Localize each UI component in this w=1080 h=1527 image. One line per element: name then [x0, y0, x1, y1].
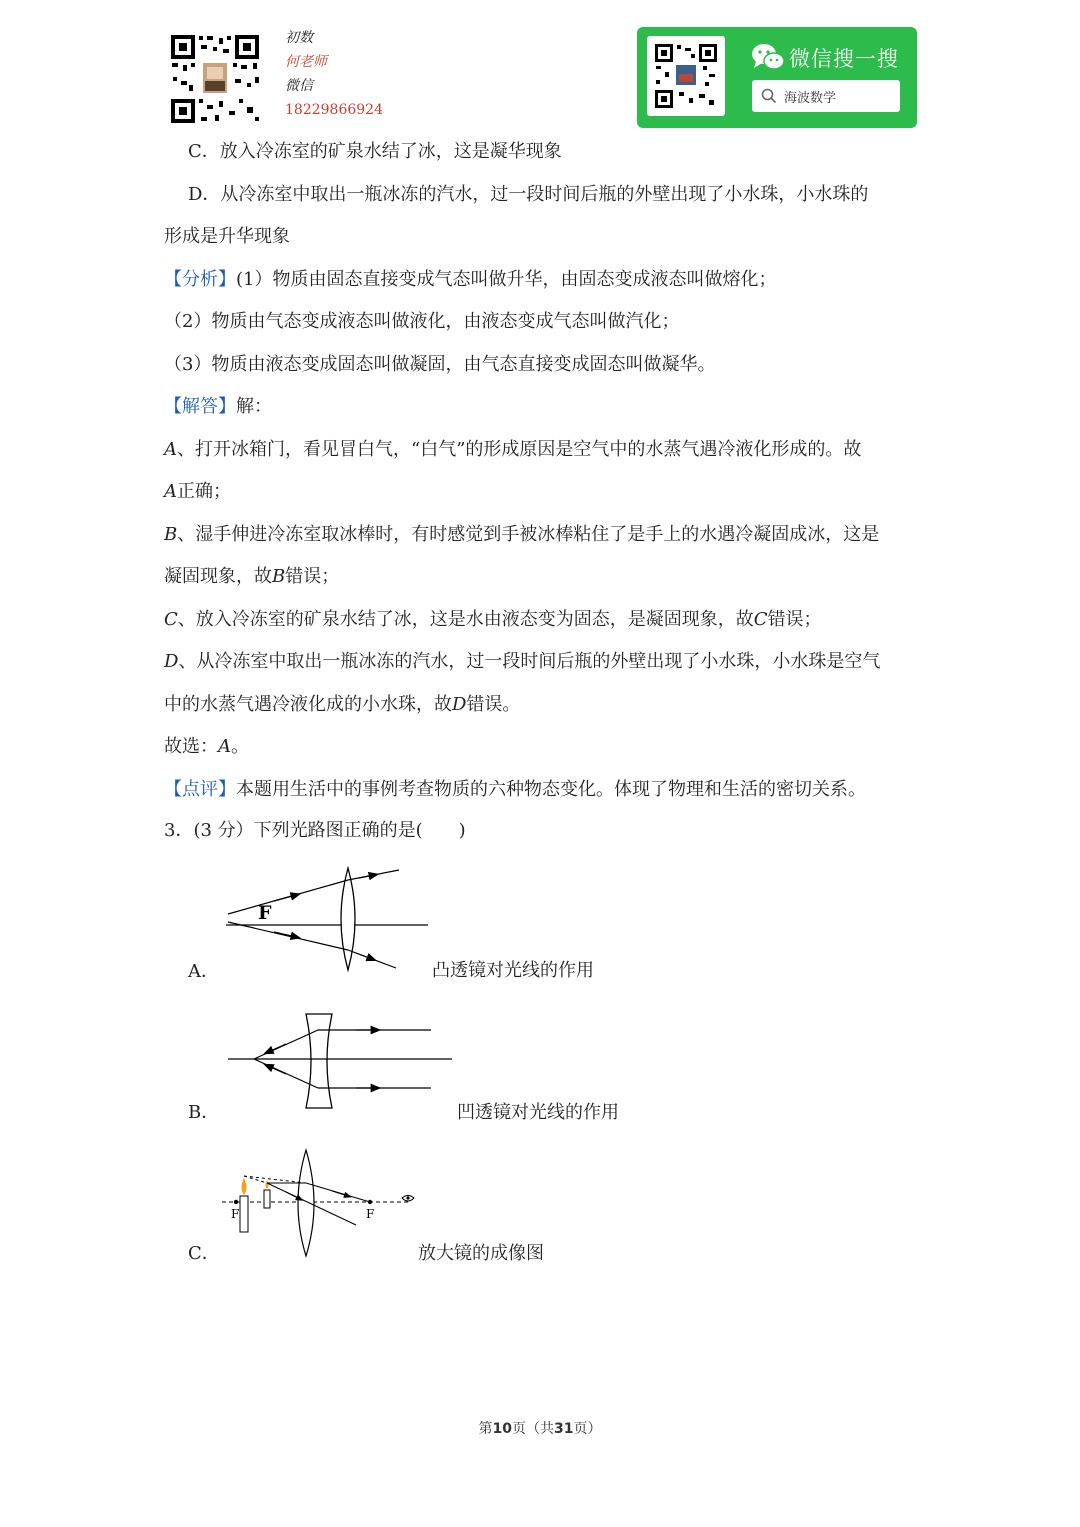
letter-b-2: B — [272, 566, 286, 587]
answer-d-line-2 — [164, 693, 520, 717]
figure-c-magnifier-diagram — [220, 1148, 420, 1264]
page-footer — [0, 1418, 1080, 1438]
qr-code-right — [647, 36, 725, 116]
figure-a-focus-label: F — [258, 902, 272, 924]
comment-text: 本题用生活中的事例考查物质的六种物态变化。体现了物理和生活的密切关系。 — [236, 779, 866, 800]
figure-b-caption: 凹透镜对光线的作用 — [457, 1102, 619, 1123]
answer-a-line-1 — [164, 438, 861, 462]
wechat-search-banner[interactable] — [637, 27, 917, 128]
letter-c: C — [164, 609, 178, 630]
analysis-line-3: （3）物质由液态变成固态叫做凝固，由气态直接变成固态叫做凝华。 — [164, 354, 716, 375]
footer-page-number: 10 — [492, 1421, 512, 1437]
wechat-search-box[interactable] — [752, 80, 900, 112]
letter-d-2: D — [452, 694, 467, 715]
comment-tag: 【点评】 — [164, 779, 236, 800]
analysis-tag: 【分析】 — [164, 269, 236, 290]
answer-b-line-1 — [164, 523, 879, 547]
contact-line-1: 初数 — [285, 30, 313, 46]
final-choice — [164, 735, 249, 759]
letter-c-2: C — [753, 609, 768, 630]
qr-code-left — [169, 33, 261, 129]
figure-a-caption: 凸透镜对光线的作用 — [432, 960, 594, 981]
option-d-line-2: 形成是升华现象 — [164, 226, 290, 247]
option-c: C．放入冷冻室的矿泉水结了冰，这是凝华现象 — [188, 141, 562, 162]
answer-c-text-a: 、放入冷冻室的矿泉水结了冰，这是水由液态变为固态，是凝固现象，故 — [177, 609, 754, 630]
wechat-search-text: 海波数学 — [784, 91, 837, 106]
figure-b-label: B． — [188, 1102, 220, 1123]
figure-a-label: A． — [188, 961, 219, 982]
answer-c-line — [164, 608, 822, 632]
analysis-line-2: （2）物质由气态变成液态叫做液化，由液态变成气态叫做汽化； — [164, 311, 680, 332]
answer-a-line-2 — [164, 480, 231, 504]
search-icon — [761, 88, 777, 108]
answer-a-text-1: 、打开冰箱门，看见冒白气，“白气”的形成原因是空气中的水蒸气遇冷液化形成的。故 — [177, 439, 862, 460]
letter-b: B — [164, 524, 178, 545]
answer-b-text-2b: 错误； — [285, 566, 340, 587]
contact-line-3: 微信 — [285, 78, 313, 94]
wechat-logo-icon — [751, 42, 785, 76]
footer-prefix: 第 — [478, 1421, 493, 1437]
figure-c-focus-left: F — [231, 1207, 240, 1221]
wechat-search-title: 微信搜一搜 — [789, 47, 899, 71]
answer-d-line-1 — [164, 650, 880, 674]
answer-c-text-b: 错误； — [767, 609, 822, 630]
footer-middle: 页（共 — [512, 1421, 554, 1437]
figure-c-focus-right: F — [366, 1207, 375, 1221]
answer-a-text-2: 正确； — [177, 481, 231, 502]
answer-d-text-2b: 错误。 — [466, 694, 521, 715]
letter-d: D — [164, 651, 179, 672]
footer-total-pages: 31 — [554, 1421, 574, 1437]
comment-line — [164, 778, 866, 802]
figure-c-label: C． — [188, 1243, 220, 1264]
analysis-text-1: (1）物质由固态直接变成气态叫做升华，由固态变成液态叫做熔化； — [236, 269, 777, 290]
choice-label: 故选： — [164, 736, 218, 757]
answer-d-text-1: 、从冷冻室中取出一瓶冰冻的汽水，过一段时间后瓶的外壁出现了小水珠，小水珠是空气 — [178, 651, 881, 672]
answer-d-text-2a: 中的水蒸气遇冷液化成的小水珠，故 — [164, 694, 452, 715]
letter-a: A — [164, 439, 177, 460]
answer-header — [164, 395, 272, 419]
footer-suffix: 页） — [573, 1421, 602, 1437]
answer-tag: 【解答】 — [164, 396, 236, 417]
option-d-line-1: D．从冷冻室中取出一瓶冰冻的汽水，过一段时间后瓶的外壁出现了小水珠，小水珠的 — [188, 184, 869, 205]
answer-b-text-2a: 凝固现象，故 — [164, 566, 272, 587]
figure-c-caption: 放大镜的成像图 — [418, 1243, 544, 1264]
choice-letter: A — [218, 736, 231, 757]
choice-suffix: 。 — [231, 736, 249, 757]
answer-b-line-2 — [164, 565, 339, 589]
figure-a-convex-lens-diagram — [224, 866, 434, 980]
question-3: 3．(3 分）下列光路图正确的是( ) — [164, 820, 466, 841]
letter-a-2: A — [164, 481, 177, 502]
answer-b-text-1: 、湿手伸进冷冻室取冰棒时，有时感觉到手被冰棒粘住了是手上的水遇冷凝固成冰，这是 — [177, 524, 880, 545]
contact-teacher-name: 何老师 — [285, 54, 327, 70]
figure-b-concave-lens-diagram — [226, 1012, 456, 1116]
contact-phone: 18229866924 — [285, 102, 383, 118]
analysis-line-1 — [164, 268, 776, 292]
answer-intro: 解： — [236, 396, 272, 417]
